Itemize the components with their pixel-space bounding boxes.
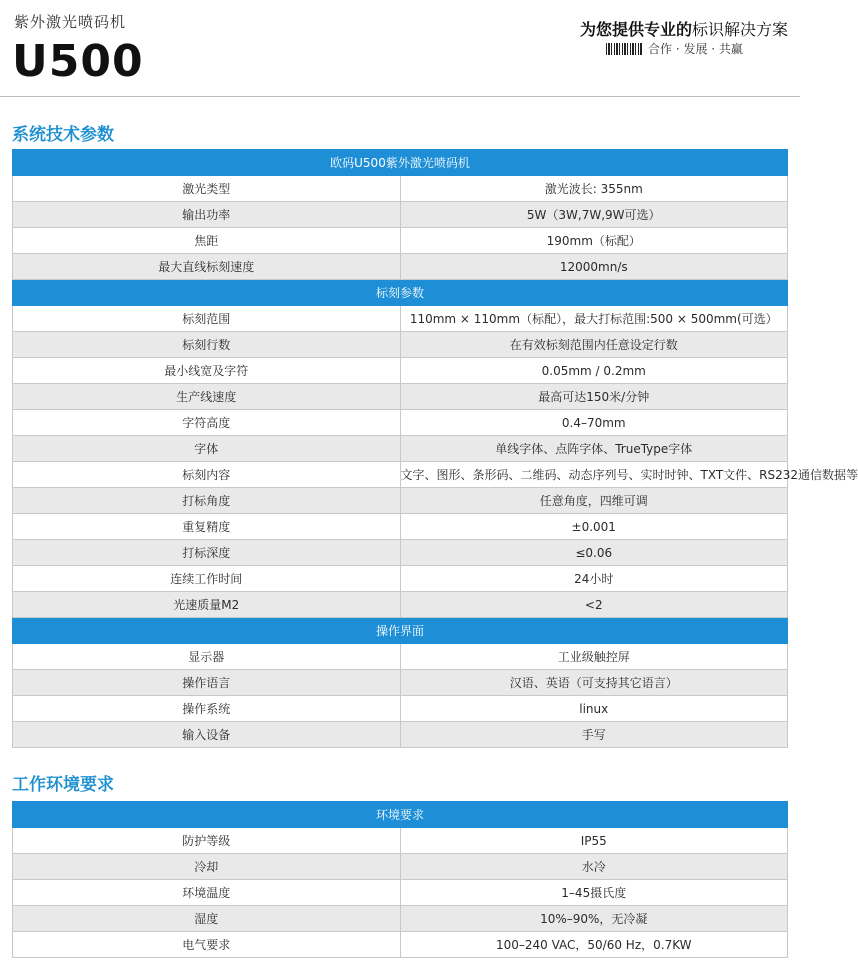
param-value: 汉语、英语（可支持其它语言） bbox=[400, 670, 788, 696]
table-row bbox=[13, 332, 788, 358]
param-label: 冷却 bbox=[13, 854, 401, 880]
table-row bbox=[13, 410, 788, 436]
param-value: 激光波长: 355nm bbox=[400, 176, 788, 202]
param-label: 最小线宽及字符 bbox=[13, 358, 401, 384]
param-label: 电气要求 bbox=[13, 932, 401, 958]
param-label: 连续工作时间 bbox=[13, 566, 401, 592]
table-group-header bbox=[13, 618, 788, 644]
system-spec-table bbox=[12, 149, 858, 748]
param-label: 操作语言 bbox=[13, 670, 401, 696]
param-label: 打标深度 bbox=[13, 540, 401, 566]
param-value: 水冷 bbox=[400, 854, 788, 880]
table-row bbox=[13, 854, 788, 880]
param-value: 100–240 VAC，50/60 Hz，0.7KW bbox=[400, 932, 788, 958]
param-value: 0.4–70mm bbox=[400, 410, 788, 436]
table-row bbox=[13, 722, 788, 748]
table-row bbox=[13, 696, 788, 722]
param-label: 标刻行数 bbox=[13, 332, 401, 358]
slogan bbox=[580, 17, 788, 40]
param-value: 110mm × 110mm（标配），最大打标范围:500 × 500mm(可选） bbox=[400, 306, 788, 332]
param-label: 操作系统 bbox=[13, 696, 401, 722]
param-label: 输出功率 bbox=[13, 202, 401, 228]
table-row bbox=[13, 828, 788, 854]
page-header bbox=[0, 0, 800, 97]
table-row bbox=[13, 488, 788, 514]
param-label: 激光类型 bbox=[13, 176, 401, 202]
table-row bbox=[13, 306, 788, 332]
table-row bbox=[13, 880, 788, 906]
motto: 合作 · 发展 · 共赢 bbox=[648, 42, 743, 56]
product-model: U500 bbox=[12, 36, 144, 87]
group-header-text: 标刻参数 bbox=[13, 280, 788, 306]
table-group-header bbox=[13, 150, 788, 176]
param-value: 190mm（标配） bbox=[400, 228, 788, 254]
param-value: 24小时 bbox=[400, 566, 788, 592]
param-label: 湿度 bbox=[13, 906, 401, 932]
param-value: 手写 bbox=[400, 722, 788, 748]
group-header-text: 欧码U500紫外激光喷码机 bbox=[13, 150, 788, 176]
table-row bbox=[13, 906, 788, 932]
param-value: IP55 bbox=[400, 828, 788, 854]
param-label: 显示器 bbox=[13, 644, 401, 670]
section-title-environment: 工作环境要求 bbox=[12, 775, 114, 795]
slogan-rest: 标识解决方案 bbox=[691, 20, 788, 39]
param-label: 生产线速度 bbox=[13, 384, 401, 410]
param-label: 打标角度 bbox=[13, 488, 401, 514]
param-label: 最大直线标刻速度 bbox=[13, 254, 401, 280]
param-value: 文字、图形、条形码、二维码、动态序列号、实时时钟、TXT文件、RS232通信数据等 bbox=[400, 462, 788, 488]
param-label: 输入设备 bbox=[13, 722, 401, 748]
param-label: 环境温度 bbox=[13, 880, 401, 906]
param-value: <2 bbox=[400, 592, 788, 618]
table-row bbox=[13, 254, 788, 280]
param-value: linux bbox=[400, 696, 788, 722]
param-value: 0.05mm / 0.2mm bbox=[400, 358, 788, 384]
table-group-header bbox=[13, 280, 788, 306]
table-row bbox=[13, 514, 788, 540]
param-label: 防护等级 bbox=[13, 828, 401, 854]
table-row bbox=[13, 176, 788, 202]
param-value: 10%–90%，无冷凝 bbox=[400, 906, 788, 932]
param-label: 字体 bbox=[13, 436, 401, 462]
environment-spec-table bbox=[12, 801, 788, 958]
param-value: 1–45摄氏度 bbox=[400, 880, 788, 906]
param-label: 光速质量M2 bbox=[13, 592, 401, 618]
product-subtitle: 紫外激光喷码机 bbox=[14, 13, 127, 31]
group-header-text: 环境要求 bbox=[13, 802, 788, 828]
barcode-icon bbox=[606, 43, 642, 55]
group-header-text: 操作界面 bbox=[13, 618, 788, 644]
table-row bbox=[13, 436, 788, 462]
param-value: 任意角度，四维可调 bbox=[400, 488, 788, 514]
param-label: 重复精度 bbox=[13, 514, 401, 540]
table-row bbox=[13, 592, 788, 618]
header-divider bbox=[0, 96, 800, 97]
table-row bbox=[13, 932, 788, 958]
table-row bbox=[13, 462, 788, 488]
param-value: 工业级触控屏 bbox=[400, 644, 788, 670]
table-row bbox=[13, 566, 788, 592]
section-title-system: 系统技术参数 bbox=[12, 125, 114, 145]
param-value: 最高可达150米/分钟 bbox=[400, 384, 788, 410]
table-row bbox=[13, 644, 788, 670]
table-row bbox=[13, 670, 788, 696]
param-value: 12000mn/s bbox=[400, 254, 788, 280]
param-label: 字符高度 bbox=[13, 410, 401, 436]
table-row bbox=[13, 540, 788, 566]
table-row bbox=[13, 202, 788, 228]
table-group-header bbox=[13, 802, 788, 828]
table-row bbox=[13, 228, 788, 254]
param-value: ±0.001 bbox=[400, 514, 788, 540]
param-label: 焦距 bbox=[13, 228, 401, 254]
table-row bbox=[13, 384, 788, 410]
param-value: ≤0.06 bbox=[400, 540, 788, 566]
param-label: 标刻内容 bbox=[13, 462, 401, 488]
param-value: 在有效标刻范围内任意设定行数 bbox=[400, 332, 788, 358]
param-value: 5W（3W,7W,9W可选） bbox=[400, 202, 788, 228]
table-row bbox=[13, 358, 788, 384]
param-value: 单线字体、点阵字体、TrueType字体 bbox=[400, 436, 788, 462]
param-label: 标刻范围 bbox=[13, 306, 401, 332]
slogan-bold: 为您提供专业的 bbox=[579, 20, 692, 39]
